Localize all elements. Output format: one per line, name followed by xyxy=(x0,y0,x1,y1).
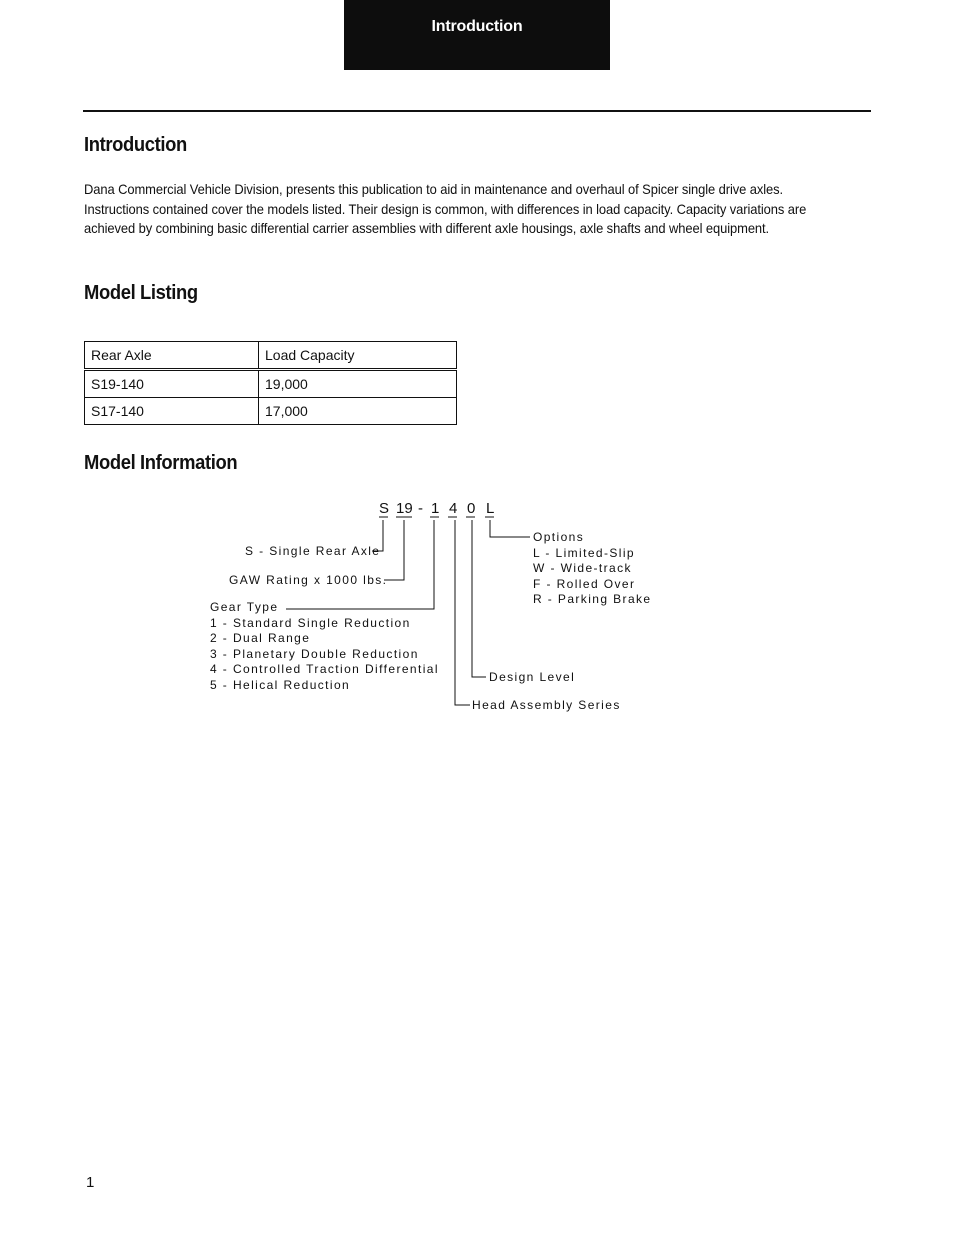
option-item: W - Wide-track xyxy=(533,561,632,575)
model-listing-heading: Model Listing xyxy=(84,282,198,304)
option-item: L - Limited-Slip xyxy=(533,546,635,560)
leader-design-level xyxy=(472,520,486,677)
code-char-gaw: 19 xyxy=(396,500,413,517)
model-information-heading: Model Information xyxy=(84,452,238,474)
leader-head-assembly xyxy=(455,520,470,705)
gear-type-item: 1 - Standard Single Reduction xyxy=(210,616,411,630)
column-header-rear-axle: Rear Axle xyxy=(85,342,259,370)
option-item: F - Rolled Over xyxy=(533,577,636,591)
gear-type-item: 3 - Planetary Double Reduction xyxy=(210,647,419,661)
rear-axle-cell: S17-140 xyxy=(85,398,259,425)
leader-gaw xyxy=(384,520,404,580)
label-head-assembly-series: Head Assembly Series xyxy=(472,698,621,712)
label-options-title: Options xyxy=(533,530,585,544)
gear-type-item: 4 - Controlled Traction Differential xyxy=(210,662,439,676)
table-header-row xyxy=(85,342,457,370)
model-listing-table xyxy=(84,341,457,425)
code-char-design-level: 0 xyxy=(467,500,476,517)
code-char-head-series: 4 xyxy=(449,500,458,517)
page-number: 1 xyxy=(86,1174,95,1191)
header-divider xyxy=(83,110,871,112)
introduction-heading: Introduction xyxy=(84,134,187,156)
code-char-option: L xyxy=(486,500,495,517)
code-char-gear-type: 1 xyxy=(431,500,440,517)
code-char-s: S xyxy=(379,500,390,517)
leader-s xyxy=(372,520,383,551)
table-row xyxy=(85,370,457,398)
leader-options xyxy=(490,520,530,537)
introduction-paragraph: Dana Commercial Vehicle Division, presents this publication to aid in maintenance and overhaul of Spicer single drive axles. Instructions contained cover the models listed. Their design is common, with differences in load capacity. Capacity variations are achieved by combining basic differential carrier assemblies with different axle housings, axle shafts and wheel equipment. xyxy=(84,181,807,236)
label-single-rear-axle: S - Single Rear Axle xyxy=(245,544,381,558)
table-row xyxy=(85,398,457,425)
leader-lines xyxy=(286,520,530,705)
code-char-dash: - xyxy=(418,500,423,517)
label-gaw-rating: GAW Rating x 1000 lbs. xyxy=(229,573,388,587)
rear-axle-cell: S19-140 xyxy=(85,370,259,398)
column-header-load-capacity: Load Capacity xyxy=(259,342,457,370)
leader-gear-type xyxy=(286,520,434,609)
label-design-level: Design Level xyxy=(489,670,576,684)
gear-type-item: 5 - Helical Reduction xyxy=(210,678,351,692)
section-tab: Introduction xyxy=(344,0,610,70)
load-capacity-cell: 19,000 xyxy=(259,370,457,398)
load-capacity-cell: 17,000 xyxy=(259,398,457,425)
gear-type-item: 2 - Dual Range xyxy=(210,631,311,645)
label-gear-type-title: Gear Type xyxy=(210,600,279,614)
option-item: R - Parking Brake xyxy=(533,592,652,606)
